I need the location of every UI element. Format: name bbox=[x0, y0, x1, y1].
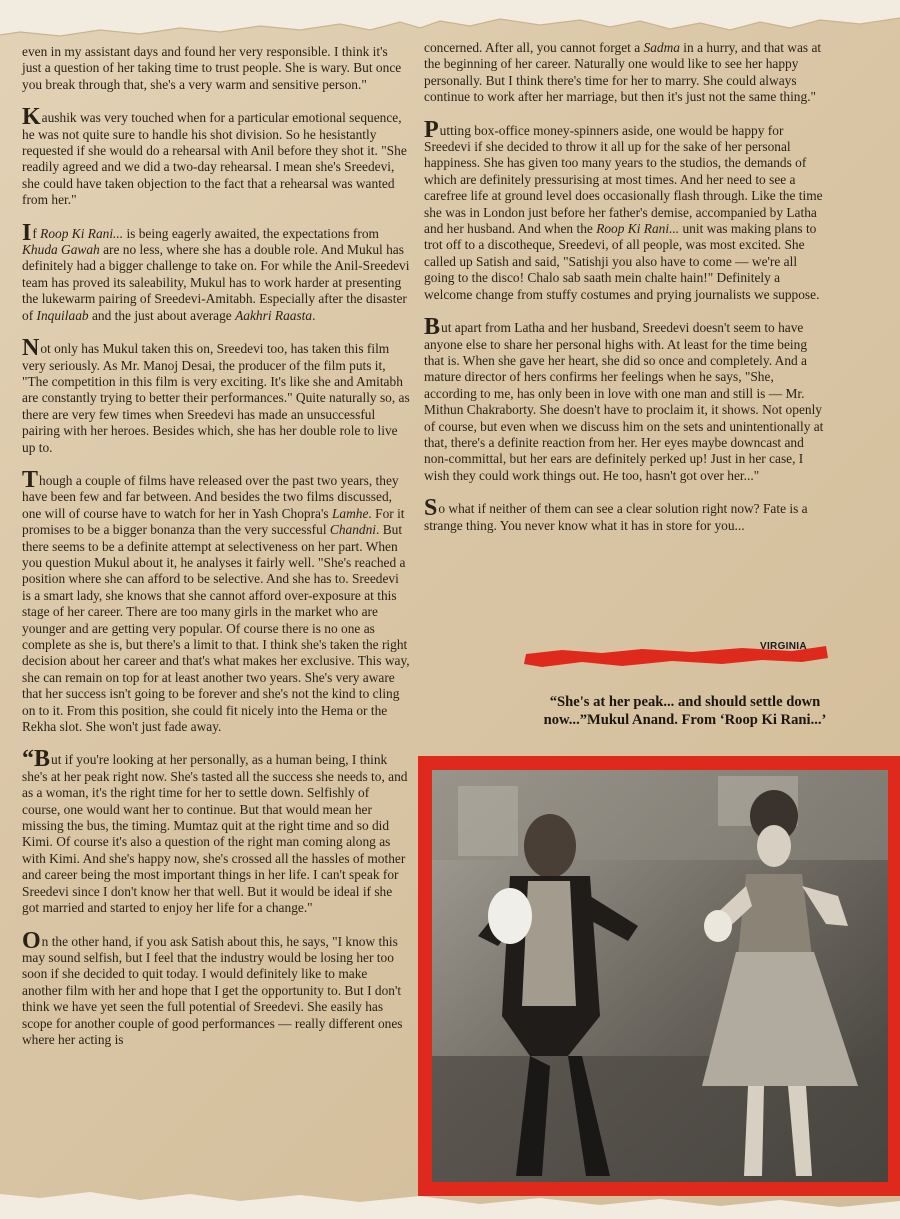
article-left-column bbox=[22, 44, 410, 1065]
photo-caption: “She's at her peak... and should settle down now...”Mukul Anand. From ‘Roop Ki Rani...’ bbox=[543, 694, 827, 728]
paragraph-text: hough a couple of films have released over the past two years, they have been few and far between. And besides the two films discussed, one will of course have to watch for her in Yash Chopra's Lamhe. For it promises to be a bigger bonanza than the very successful Chandni. But there seems to be a definite attempt at selectiveness on her part. When you question Mukul about it, he analyses it fairly well. "She's reached a position where she can afford to be selective. And she has to. Sreedevi is a smart lady, she knows that she cannot afford over-exposure at this stage of her career. There are too many girls in the market who are younger and are getting very popular. Of course there is no one as complete as she is, but there's a limit to that. I think she's taken the right decision about her career and that's what makes her exclusive. This way, she can remain on top for at least another two years. She's very aware that her success isn't going to be forever and she's not the kind to cling on to it. From this position, she could fit nicely into the Hema or the Rekha slot. She won't just fade away. bbox=[22, 472, 410, 735]
paragraph-text: ut if you're looking at her personally, as a human being, I think she's at her peak right now. She's tasted all the success she needs to, and as a woman, it's the right time for her to settle down. Selfishly of course, one would want her to continue. But that would mean her missing the bus, the timing. Mumtaz quit at the right time and so did Kimi. Of course it's also a question of the right man coming along as with Kimi. And she's happy now, she's crossed all the hassles of mother and career being the most important things in her life. I can't speak for Sreedevi since I don't know her that well. But it would be ideal if she got married and started to enjoy her life for a change." bbox=[22, 752, 408, 916]
article-paragraph bbox=[424, 40, 824, 106]
article-paragraph bbox=[22, 104, 410, 208]
paragraph-text: even in my assistant days and found her very responsible. I think it's just a question of her taking time to trust people. She is wary. But once you break through that, she's a very warm and sensitive person." bbox=[22, 44, 402, 92]
paragraph-text: concerned. After all, you cannot forget a Sadma in a hurry, and that was at the beginning of her career. Naturally one would like to see her happy personally. But I think there's time for her to marry. She could always continue to work after her marriage, but then it's just not the same thing." bbox=[424, 40, 822, 105]
drop-cap: K bbox=[22, 104, 41, 131]
article-paragraph bbox=[22, 335, 410, 456]
paragraph-text: ut apart from Latha and her husband, Sreedevi doesn't seem to have anyone else to share her personal highs with. At least for the time being that is. When she gave her heart, she did so once and completely. And a mature director of hers confirms her feelings when he says, "She, according to me, has only been in love with one man and still is — Mr. Mithun Chakraborty. She doesn't have to proclaim it, it shows. Not openly of course, but even when we discuss him on the sets and unintentionally at that, there's a definite reaction from her. Her eyes maybe downcast and non-committal, but her ears are definitely perked up! Just in her case, I wish they could work things out. He too, hasn't got over her..." bbox=[424, 320, 824, 483]
drop-cap: T bbox=[22, 466, 39, 493]
drop-cap: N bbox=[22, 335, 40, 362]
drop-cap: S bbox=[424, 495, 438, 522]
drop-cap: P bbox=[424, 116, 439, 143]
paragraph-text: o what if neither of them can see a clear solution right now? Fate is a strange thing. You never know what it has in store for you... bbox=[424, 501, 808, 533]
film-still-photo bbox=[418, 756, 900, 1196]
article-paragraph bbox=[22, 927, 410, 1049]
article-paragraph bbox=[22, 466, 410, 736]
torn-bottom-edge bbox=[0, 1186, 900, 1219]
drop-cap: B bbox=[424, 314, 441, 341]
drop-cap: I bbox=[22, 219, 32, 246]
drop-cap: “B bbox=[22, 746, 51, 773]
article-paragraph bbox=[424, 116, 824, 303]
paragraph-text: ot only has Mukul taken this on, Sreedevi too, has taken this film very seriously. As Mr. Manoj Desai, the producer of the film puts it, "The competition in this film is very exciting. It's like she and Amitabh are constantly trying to better their performances." Quite naturally so, as there are very few times when Sreedevi has made an unsuccessful pairing with her heroes. Besides which, she has her double role to live up to. bbox=[22, 341, 410, 455]
article-paragraph bbox=[424, 495, 824, 534]
article-paragraph bbox=[22, 219, 410, 324]
drop-cap: O bbox=[22, 927, 41, 954]
byline-author: VIRGINIA bbox=[760, 641, 807, 652]
paragraph-text: aushik was very touched when for a particular emotional sequence, he was not quite sure to handle his shot division. So he hesistantly requested if she would do a rehearsal with Anil before they shot it. "She readily agreed and we did a two-day rehearsal. I mean she's Sreedevi, she could have taken objection to the fact that a rehearsal was wanted from her." bbox=[22, 110, 407, 208]
article-right-column bbox=[424, 40, 824, 551]
torn-top-edge bbox=[0, 0, 900, 40]
article-paragraph bbox=[424, 314, 824, 484]
article-paragraph bbox=[22, 746, 410, 916]
article-paragraph bbox=[22, 44, 410, 93]
paragraph-text: f Roop Ki Rani... is being eagerly awaited, the expectations from Khuda Gawah are no less, where she has a double role. And Mukul has definitely had a bigger challenge to take on. For while the Anil-Sreedevi team has proved its saleability, Mukul has to work harder at presenting the lukewarm pairing of Sreedevi-Amitabh. Especially after the disaster of Inquilaab and the just about average Aakhri Raasta. bbox=[22, 225, 410, 323]
paragraph-text: n the other hand, if you ask Satish about this, he says, "I know this may sound selfish, but I feel that the industry would be losing her too soon if she decided to quit today. I would definitely like to make another film with her and hope that I get the opportunity to. But I don't think we have yet seen the full potential of Sreedevi. She easily has scope for another couple of good performances — really different ones where her acting is bbox=[22, 933, 403, 1047]
paragraph-text: utting box-office money-spinners aside, one would be happy for Sreedevi if she decided to throw it all up for the sake of her personal happiness. She has given too many years to the studios, the demands of which are definitely pressurising at most times. And her need to see a carefree life at ground level does occasionally flash through. Like the time she was in London just before her father's demise, accompanied by Latha and her husband. And when the Roop Ki Rani... unit was making plans to trot off to a discotheque, Sreedevi, of all people, was most excited. She called up Satish and said, "Satishji you also have to come — we're all going to the disco! Chalo sab saath mein chalte hain!" Definitely a welcome change from stuffy costumes and prying journalists we suppose. bbox=[424, 122, 823, 302]
